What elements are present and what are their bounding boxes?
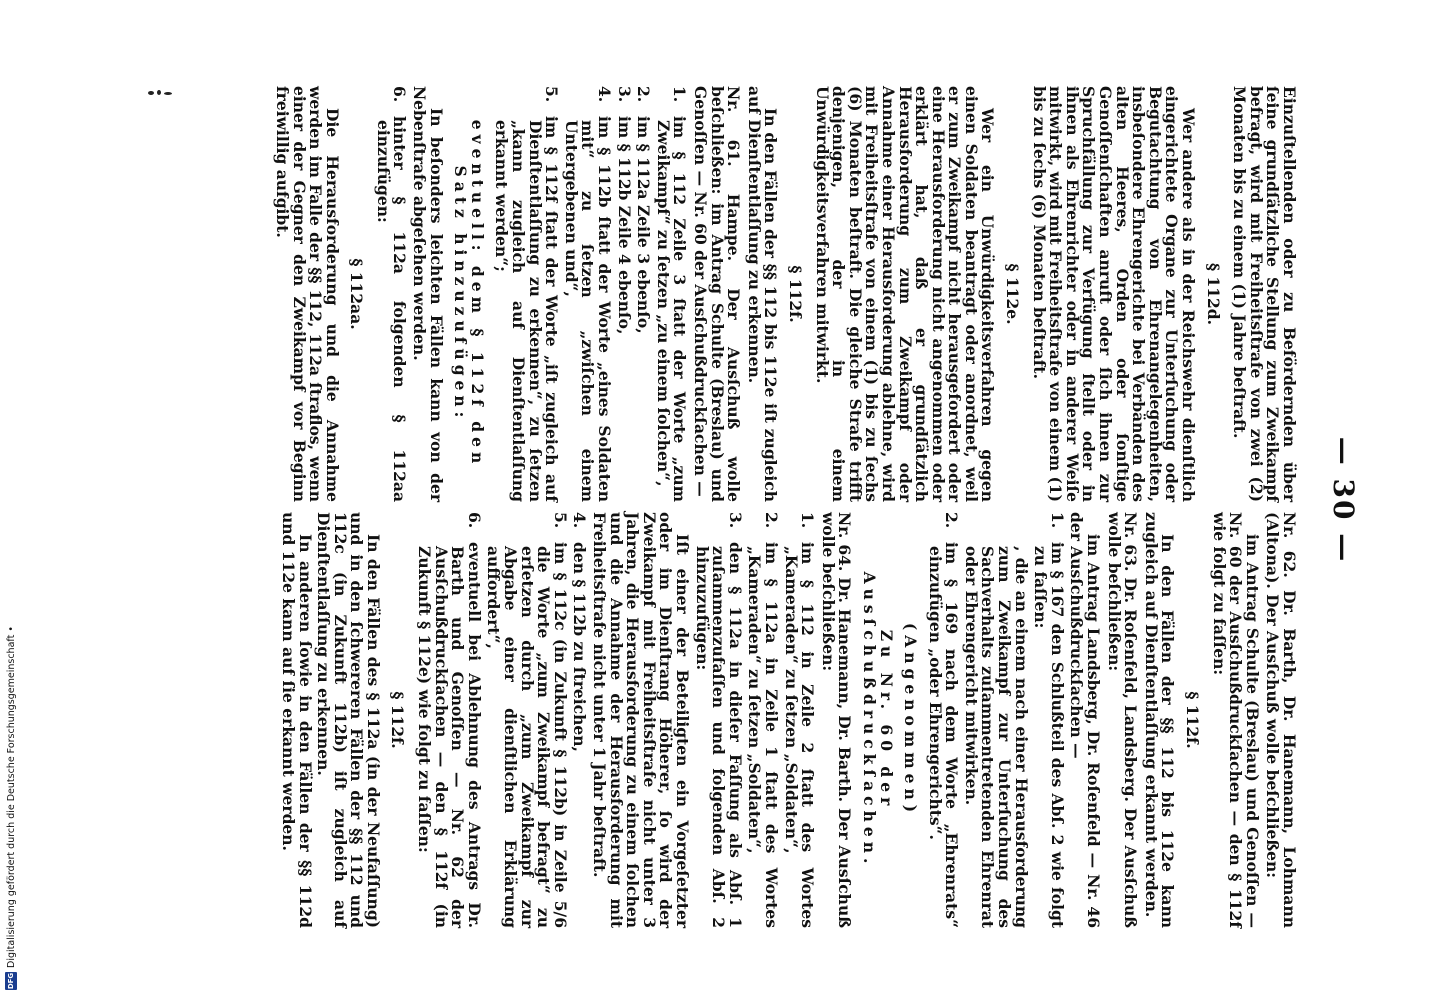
list-number: 4.	[570, 512, 590, 529]
section-heading: § 112f.	[388, 691, 408, 749]
left-column	[271, 86, 1301, 502]
list-text: den § 112a in dieſer Faſſung als Abſ. 1 zuſammenzufaſſen und folgenden Abſ. 2 hinzuzufügen:	[692, 542, 745, 928]
list-text: im § 112 Zeile 3 ſtatt der Worte „zum Zweikampf“ zu ſetzen „zu einem ſolchen“,	[653, 116, 690, 502]
list-number: 2.	[634, 86, 654, 103]
list-item	[615, 86, 632, 502]
list-item	[781, 512, 818, 928]
list-item	[561, 86, 615, 502]
list-text: im § 112f ſtatt der Worte „iſt zugleich auf Dienſtentlaſſung zu erkennen“, zu ſetzen „kann zugleich auf Dienſtentlaſſung erkannt werden“;	[492, 116, 562, 502]
list-item	[925, 512, 962, 928]
list-item	[373, 86, 410, 502]
list-text: eventuell bei Ablehnung des Antrags Dr. Barth und Genoſſen — Nr. 62 der Ausſchußdruckſachen — den § 112f (in Zukunft § 112e) wie folgt zu faſſen:	[415, 542, 484, 928]
digitization-footer	[2, 606, 20, 990]
section-heading: § 112f.	[785, 265, 805, 323]
right-column	[277, 512, 1301, 928]
paragraph: Nr. 64. Dr. Hanemann, Dr. Barth. Der Ausſchuß wolle beſchließen:	[818, 512, 855, 928]
paragraph: Nr. 62. Dr. Barth, Dr. Hanemann, Lohmann (Altona). Der Ausſchuß wolle beſchließen:	[1263, 512, 1299, 928]
list-text: im § 167 den Schlußteil des Abſ. 2 wie folgt zu faſſen:	[1031, 542, 1067, 928]
list-text: im § 112a Zeile 3 ebenſo,	[634, 116, 654, 334]
list-number: 3.	[614, 86, 634, 103]
list-number: 5.	[542, 86, 562, 103]
paragraph: In anderen ſowie in den Fällen der §§ 112d und 112e kann auf ſie erkannt werden.	[278, 512, 315, 928]
list-item	[635, 86, 652, 502]
dfg-logo: DFG	[7, 972, 15, 990]
list-item	[1032, 512, 1065, 928]
paragraph: In beſonders leichten Fällen kann von der Nebenſtrafe abgeſehen werden.	[410, 86, 446, 502]
centered-line: (Angenommen)	[901, 622, 921, 818]
paragraph: Die Herausforderung und die Annahme werden im Falle der §§ 112, 112a ſtraflos, wenn einer der Gegner den Zweikampf vor Beginn freiwillig aufgibt.	[272, 86, 342, 502]
list-text: im § 112c (in Zukunft § 112b) in Zeile 5/6 die Worte „zum Zweikampf befragt“ zu erſetzen durch „zum Zweikampf zur Abgabe einer dienſtlichen Erklärung auffordert“,	[484, 542, 570, 928]
list-item	[571, 512, 588, 928]
page-number: — 30 —	[1327, 436, 1360, 564]
paragraph: Wer andere als in der Reichswehr dienſtlich eingerichtete Organe zur Unterſuchung oder Begutachtung von Ehrenangelegenheiten, insbeſondere Ehrengerichte bei Verbänden des alten Heeres, Orden oder ſonſtige Genoſſenſchaften anruft oder ſich ihnen zur Spruchfällung zur Verfügung ſtellt oder in ihnen als Ehrenrichter oder in anderer Weiſe mitwirkt, wird mit Freiheitsſtrafe von einem (1) bis zu ſechs (6) Monaten beſtraft.	[1029, 86, 1199, 502]
section-heading: § 112aa.	[347, 258, 367, 330]
list-number: 5.	[550, 512, 570, 529]
list-item	[693, 512, 743, 928]
list-number: 1.	[798, 512, 818, 529]
list-text: im § 112b Zeile 4 ebenſo,	[614, 116, 634, 335]
paragraph: In den Fällen des § 112a (in der Neufaſſung) und in den ſchwereren Fällen der §§ 112 und 112c (in Zukunft 112b) iſt zugleich auf Dienſtentlaſſung zu erkennen.	[314, 512, 383, 928]
list-number: 4.	[595, 86, 615, 103]
list-continuation: , die an einem nach einer Herausforderung zum Zweikampf zur Unterſuchung des Sachverhalts zuſammentretenden Ehrenrat oder Ehrengericht mitwirken.	[961, 546, 1031, 928]
section-heading: § 112e.	[1003, 263, 1023, 325]
centered-line: Zu Nr. 60 der Ausſchußdruckſachen.	[859, 571, 896, 869]
list-number: 2.	[761, 512, 781, 529]
paragraph: Nr. 63. Dr. Roſenfeld, Landsberg. Der Ausſchuß wolle beſchließen:	[1104, 512, 1141, 928]
paragraph: Nr. 61. Hampe. Der Ausſchuß wolle beſchließen: im Antrag Schulte (Breslau) und Genoſſen — Nr. 60 der Ausſchußdruckſachen —	[691, 86, 744, 502]
list-item	[653, 86, 690, 502]
list-number: 2.	[942, 512, 962, 529]
paragraph: In den Fällen der §§ 112 bis 112e kann zugleich auf Dienſtentlaſſung erkannt werden.	[1141, 512, 1178, 928]
list-item	[485, 512, 568, 928]
list-text: im § 112b ſtatt der Worte „eines Soldaten mit“ zu ſetzen „zwiſchen einem Untergebenen und“,	[561, 116, 615, 502]
list-number: 1.	[670, 86, 690, 103]
section-heading: § 112f.	[1183, 691, 1203, 749]
list-number: 1.	[1047, 512, 1067, 529]
list-item	[746, 512, 779, 928]
centered-line: eventuell: dem § 112f den Satz hinzuzufügen:	[451, 119, 487, 469]
list-text: im § 112 in Zeile 2 ſtatt des Wortes „Kameraden“ zu ſetzen „Soldaten“,	[781, 542, 818, 928]
paragraph: Einzuſtellenden oder zu Befördernden über ſeine grundſätzliche Stellung zum Zweikampf befragt, wird mit Freiheitsſtrafe von zwei (2) Monaten bis zu einem (1) Jahre beſtraft.	[1230, 86, 1299, 502]
list-number: 3.	[725, 512, 745, 529]
list-text: den § 112b zu ſtreichen,	[570, 542, 590, 752]
paragraph: Wer ein Unwürdigkeitsverfahren gegen einen Soldaten beantragt oder anordnet, weil er zum Zweikampf nicht herausgefordert oder eine Herausforderung nicht angenommen oder erklärt hat, daß er grundſätzlich Herausforderung zum Zweikampf oder Annahme einer Herausforderung ablehne, wird mit Freiheitsſtrafe von einem (1) bis zu ſechs (6) Monaten beſtraft. Die gleiche Strafe trifft denjenigen, der in einem Unwürdigkeitsverfahren mitwirkt.	[812, 86, 998, 502]
section-heading: § 112d.	[1203, 262, 1223, 326]
paragraph: Iſt einer der Beteiligten ein Vorgeſetzter oder im Dienſtrang Höherer, ſo wird der Zweikampf mit Freiheitsſtrafe nicht unter 3 Jahren, die Herausforderung zu einem ſolchen und die Annahme der Herausforderung mit Freiheitsſtrafe nicht unter 1 Jahr beſtraft.	[590, 512, 692, 928]
list-item	[416, 512, 482, 928]
paragraph: im Antrag Schulte (Breslau) und Genoſſen — Nr. 60 der Ausſchußdruckſachen — den § 112f wie folgt zu faſſen:	[1209, 512, 1262, 928]
list-number: 6.	[390, 86, 410, 103]
list-text: im § 112a in Zeile 1 ſtatt des Wortes „Kameraden“ zu ſetzen „Soldaten“,	[745, 542, 781, 928]
list-item	[492, 86, 562, 502]
paragraph: In den Fällen der §§ 112 bis 112e iſt zugleich auf Dienſtentlaſſung zu erkennen.	[744, 86, 781, 502]
list-text: hinter § 112a folgenden § 112aa einzufügen:	[373, 116, 410, 502]
list-text: im § 169 nach dem Worte „Ehrenrats“ einzufügen „oder Ehrengerichts“.	[925, 542, 962, 928]
list-number: 6.	[464, 512, 484, 529]
paragraph: im Antrag Landsberg, Dr. Roſenfeld — Nr. 46 der Ausſchußdruckſachen —	[1067, 512, 1104, 928]
footer-text: Digitalisierung gefördert durch die Deutsche Forschungsgemeinschaft •	[5, 626, 17, 968]
